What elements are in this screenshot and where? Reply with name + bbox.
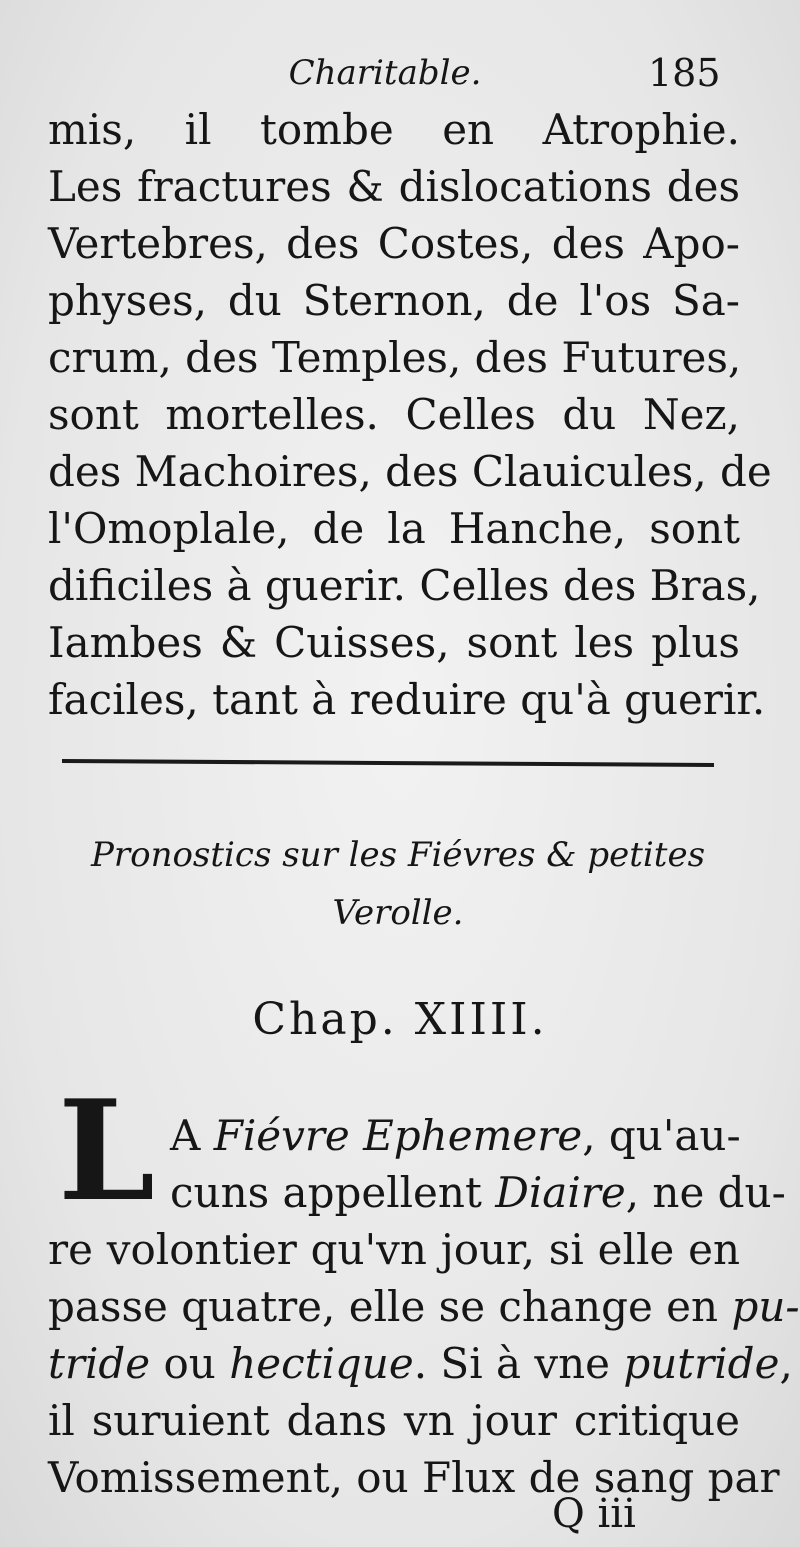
text-line: l'Omoplale, de la Hanche, sont [48, 504, 740, 553]
section-divider [62, 759, 714, 767]
section-title [60, 826, 736, 942]
running-title: Charitable. [288, 53, 482, 93]
text-line: sont mortelles. Celles du Nez, [48, 390, 740, 439]
text-line: re volontier qu'vn jour, si elle en [48, 1225, 740, 1274]
text-line: A Fiévre Ephemere, qu'au- [170, 1111, 741, 1160]
text-line: Les fractures & dislocations des [48, 162, 740, 211]
section-title-line-1: Pronostics sur les Fiévres & petites [90, 835, 706, 875]
chapter-heading: Chap. XIIII. [252, 994, 548, 1045]
text-line: Vomissement, ou Flux de sang par [48, 1453, 780, 1502]
drop-cap: L [58, 1069, 156, 1232]
text-line: passe quatre, elle se change en pu- [48, 1282, 800, 1331]
section-title-line-2: Verolle. [332, 893, 464, 933]
text-line: Vertebres, des Costes, des Apo- [48, 219, 740, 268]
text-line: cuns appellent Diaire, ne du- [170, 1168, 786, 1217]
text-line: crum, des Temples, des Futures, [48, 333, 742, 382]
signature-mark: Q iii [552, 1491, 636, 1537]
text-line: physes, du Sternon, de l'os Sa- [48, 276, 740, 325]
text-line: tride ou hectique. Si à vne putride, [48, 1339, 793, 1388]
text-line: mis, il tombe en Atrophie. [48, 105, 740, 154]
text-line: des Machoires, des Clauicules, de [48, 447, 772, 496]
text-line: faciles, tant à reduire qu'à guerir. [48, 675, 766, 724]
text-line: Iambes & Cuisses, sont les plus [48, 618, 740, 667]
text-line: il suruient dans vn jour critique [48, 1396, 740, 1445]
text-line: dificiles à guerir. Celles des Bras, [48, 561, 761, 610]
page-number: 185 [648, 51, 721, 95]
